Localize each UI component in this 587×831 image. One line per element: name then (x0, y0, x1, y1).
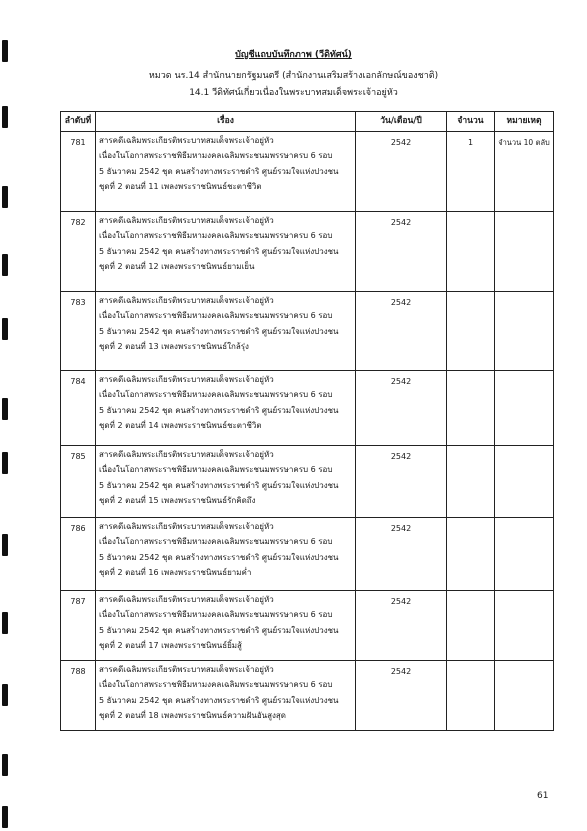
document-title: บัญชีแถบบันทึกภาพ (วีดิทัศน์) (235, 50, 352, 60)
subject-line: สารคดีเฉลิมพระเกียรติพระบาทสมเด็จพระเจ้าอยู่หัว (99, 375, 274, 384)
subject-line: 5 ธันวาคม 2542 ชุด คนสร้างทางพระราชดำริ ศูนย์รวมใจแห่งปวงชน (99, 405, 339, 415)
row-date: 2542 (356, 371, 447, 446)
subject-line: ชุดที่ 2 ตอนที่ 12 เพลงพระราชนิพนธ์ยามเย็น (99, 262, 255, 272)
subject-line: ชุดที่ 2 ตอนที่ 13 เพลงพระราชนิพนธ์ใกล้รุ่ง (99, 342, 249, 352)
table-row (61, 132, 554, 212)
row-remark (495, 446, 554, 518)
row-subject (96, 661, 356, 731)
row-remark (495, 371, 554, 446)
row-remark (495, 212, 554, 292)
row-quantity (447, 591, 495, 661)
row-date: 2542 (356, 446, 447, 518)
row-remark (495, 661, 554, 731)
row-remark (495, 292, 554, 371)
subject-line: สารคดีเฉลิมพระเกียรติพระบาทสมเด็จพระเจ้าอยู่หัว (99, 595, 274, 604)
table-row (61, 518, 554, 591)
row-subject (96, 518, 356, 591)
row-remark: จำนวน 10 ตลับ (495, 132, 554, 212)
row-date: 2542 (356, 292, 447, 371)
column-header-subject: เรื่อง (96, 112, 356, 132)
subject-line: 5 ธันวาคม 2542 ชุด คนสร้างทางพระราชดำริ ศูนย์รวมใจแห่งปวงชน (99, 246, 339, 256)
row-quantity (447, 518, 495, 591)
row-number: 783 (61, 292, 96, 371)
subject-line: เนื่องในโอกาสพระราชพิธีมหามงคลเฉลิมพระชนมพรรษาครบ 6 รอบ (99, 537, 333, 547)
table-row (61, 446, 554, 518)
table-row (61, 661, 554, 731)
row-subject (96, 132, 356, 212)
subject-line: สารคดีเฉลิมพระเกียรติพระบาทสมเด็จพระเจ้าอยู่หัว (99, 136, 274, 145)
column-header-no: ลำดับที่ (61, 112, 96, 132)
subject-line: 5 ธันวาคม 2542 ชุด คนสร้างทางพระราชดำริ ศูนย์รวมใจแห่งปวงชน (99, 480, 339, 490)
subject-line: ชุดที่ 2 ตอนที่ 14 เพลงพระราชนิพนธ์ชะตาชีวิต (99, 421, 262, 431)
row-quantity (447, 371, 495, 446)
row-date: 2542 (356, 591, 447, 661)
table-row (61, 371, 554, 446)
subject-line: เนื่องในโอกาสพระราชพิธีมหามงคลเฉลิมพระชนมพรรษาครบ 6 รอบ (99, 231, 333, 241)
subject-line: 5 ธันวาคม 2542 ชุด คนสร้างทางพระราชดำริ ศูนย์รวมใจแห่งปวงชน (99, 695, 339, 705)
row-date: 2542 (356, 518, 447, 591)
subject-line: เนื่องในโอกาสพระราชพิธีมหามงคลเฉลิมพระชนมพรรษาครบ 6 รอบ (99, 311, 333, 321)
subject-line: 5 ธันวาคม 2542 ชุด คนสร้างทางพระราชดำริ ศูนย์รวมใจแห่งปวงชน (99, 326, 339, 336)
subject-line: สารคดีเฉลิมพระเกียรติพระบาทสมเด็จพระเจ้าอยู่หัว (99, 450, 274, 459)
table-row (61, 292, 554, 371)
table-row (61, 212, 554, 292)
column-header-remark: หมายเหตุ (495, 112, 554, 132)
subject-line: สารคดีเฉลิมพระเกียรติพระบาทสมเด็จพระเจ้าอยู่หัว (99, 665, 274, 674)
row-date: 2542 (356, 212, 447, 292)
row-number: 782 (61, 212, 96, 292)
row-date: 2542 (356, 132, 447, 212)
row-date: 2542 (356, 661, 447, 731)
subsection-heading: 14.1 วีดิทัศน์เกี่ยวเนื่องในพระบาทสมเด็จพระเจ้าอยู่หัว (189, 88, 398, 98)
row-subject (96, 292, 356, 371)
row-number: 784 (61, 371, 96, 446)
row-subject (96, 371, 356, 446)
table-body (61, 132, 554, 731)
subject-line: ชุดที่ 2 ตอนที่ 15 เพลงพระราชนิพนธ์รักคิดถึง (99, 496, 256, 506)
subject-line: 5 ธันวาคม 2542 ชุด คนสร้างทางพระราชดำริ ศูนย์รวมใจแห่งปวงชน (99, 625, 339, 635)
row-quantity (447, 212, 495, 292)
column-header-qty: จำนวน (447, 112, 495, 132)
subject-line: 5 ธันวาคม 2542 ชุด คนสร้างทางพระราชดำริ ศูนย์รวมใจแห่งปวงชน (99, 552, 339, 562)
subject-line: สารคดีเฉลิมพระเกียรติพระบาทสมเด็จพระเจ้าอยู่หัว (99, 522, 274, 531)
register-table (60, 111, 554, 731)
subject-line: เนื่องในโอกาสพระราชพิธีมหามงคลเฉลิมพระชนมพรรษาครบ 6 รอบ (99, 680, 333, 690)
subject-line: สารคดีเฉลิมพระเกียรติพระบาทสมเด็จพระเจ้าอยู่หัว (99, 296, 274, 305)
row-subject (96, 212, 356, 292)
subject-line: เนื่องในโอกาสพระราชพิธีมหามงคลเฉลิมพระชนมพรรษาครบ 6 รอบ (99, 610, 333, 620)
row-number: 785 (61, 446, 96, 518)
subject-line: ชุดที่ 2 ตอนที่ 11 เพลงพระราชนิพนธ์ชะตาชีวิต (99, 182, 262, 192)
table-header-row (61, 112, 554, 132)
subject-line: เนื่องในโอกาสพระราชพิธีมหามงคลเฉลิมพระชนมพรรษาครบ 6 รอบ (99, 390, 333, 400)
row-number: 781 (61, 132, 96, 212)
subject-line: 5 ธันวาคม 2542 ชุด คนสร้างทางพระราชดำริ ศูนย์รวมใจแห่งปวงชน (99, 166, 339, 176)
row-subject (96, 446, 356, 518)
subject-line: ชุดที่ 2 ตอนที่ 16 เพลงพระราชนิพนธ์ยามค่ำ (99, 568, 252, 578)
subject-line: ชุดที่ 2 ตอนที่ 18 เพลงพระราชนิพนธ์ความฝันอันสูงสุด (99, 711, 286, 721)
subject-line: เนื่องในโอกาสพระราชพิธีมหามงคลเฉลิมพระชนมพรรษาครบ 6 รอบ (99, 151, 333, 161)
section-heading: หมวด นร.14 สำนักนายกรัฐมนตรี (สำนักงานเสริมสร้างเอกลักษณ์ของชาติ) (148, 71, 439, 81)
row-number: 788 (61, 661, 96, 731)
row-remark (495, 591, 554, 661)
binder-hole-marks (0, 0, 14, 831)
row-quantity (447, 661, 495, 731)
subject-line: เนื่องในโอกาสพระราชพิธีมหามงคลเฉลิมพระชนมพรรษาครบ 6 รอบ (99, 465, 333, 475)
row-quantity (447, 446, 495, 518)
row-quantity: 1 (447, 132, 495, 212)
subject-line: สารคดีเฉลิมพระเกียรติพระบาทสมเด็จพระเจ้าอยู่หัว (99, 216, 274, 225)
column-header-date: วัน/เดือน/ปี (356, 112, 447, 132)
page-number: 61 (537, 791, 549, 801)
row-number: 786 (61, 518, 96, 591)
row-subject (96, 591, 356, 661)
row-number: 787 (61, 591, 96, 661)
row-remark (495, 518, 554, 591)
table-row (61, 591, 554, 661)
row-quantity (447, 292, 495, 371)
subject-line: ชุดที่ 2 ตอนที่ 17 เพลงพระราชนิพนธ์ยิ้มสู้ (99, 641, 242, 651)
